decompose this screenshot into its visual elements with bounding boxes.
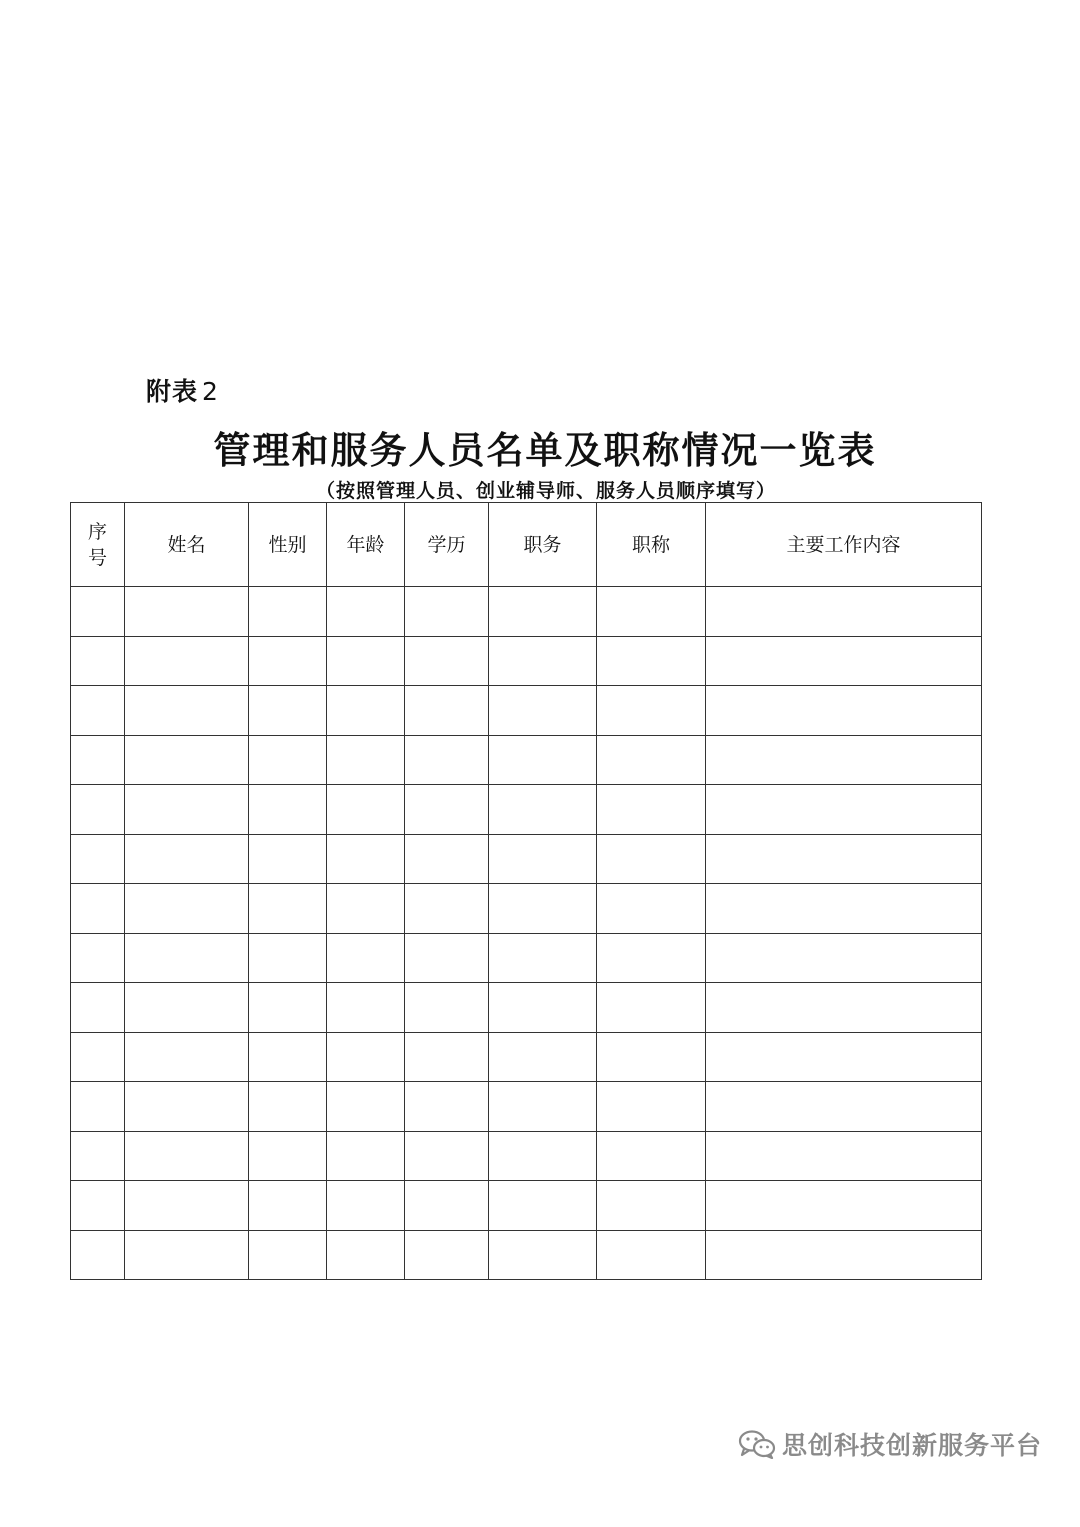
table-cell <box>597 686 706 736</box>
table-cell <box>71 1131 125 1181</box>
table-cell <box>249 983 327 1033</box>
table-row <box>71 884 982 934</box>
table-cell <box>71 735 125 785</box>
header-age: 年龄 <box>327 503 405 587</box>
table-row <box>71 636 982 686</box>
table-cell <box>249 884 327 934</box>
table-cell <box>405 884 489 934</box>
table-cell <box>71 933 125 983</box>
table-cell <box>597 785 706 835</box>
table-cell <box>249 587 327 637</box>
table-row <box>71 1230 982 1280</box>
table-cell <box>71 636 125 686</box>
header-title: 职称 <box>597 503 706 587</box>
table-cell <box>405 686 489 736</box>
table-cell <box>125 785 249 835</box>
table-cell <box>125 983 249 1033</box>
table-cell <box>706 1131 982 1181</box>
table-cell <box>249 735 327 785</box>
table-row <box>71 834 982 884</box>
table-cell <box>706 884 982 934</box>
table-cell <box>706 834 982 884</box>
table-cell <box>405 1230 489 1280</box>
table-cell <box>327 1131 405 1181</box>
table-cell <box>405 1032 489 1082</box>
appendix-label <box>146 372 219 408</box>
table-cell <box>597 884 706 934</box>
table-cell <box>405 1181 489 1231</box>
table-cell <box>327 1181 405 1231</box>
table-cell <box>489 1082 597 1132</box>
watermark-text: 思创科技创新服务平台 <box>781 1431 1042 1460</box>
staff-roster-table <box>70 502 982 1280</box>
table-cell <box>327 983 405 1033</box>
table-row <box>71 1032 982 1082</box>
table-row <box>71 1082 982 1132</box>
table-cell <box>249 636 327 686</box>
table-row <box>71 933 982 983</box>
header-gender: 性别 <box>249 503 327 587</box>
table-cell <box>249 834 327 884</box>
table-cell <box>327 587 405 637</box>
table-row <box>71 1181 982 1231</box>
table-row <box>71 735 982 785</box>
table-cell <box>327 735 405 785</box>
table-cell <box>489 1181 597 1231</box>
table-cell <box>249 785 327 835</box>
table-cell <box>71 884 125 934</box>
table-cell <box>71 686 125 736</box>
header-name: 姓名 <box>125 503 249 587</box>
table-cell <box>706 1230 982 1280</box>
table-cell <box>405 1082 489 1132</box>
table-cell <box>405 834 489 884</box>
table-cell <box>706 785 982 835</box>
table-cell <box>71 785 125 835</box>
table-cell <box>706 1032 982 1082</box>
table-cell <box>327 785 405 835</box>
header-seq <box>71 503 125 587</box>
table-cell <box>706 587 982 637</box>
table-header-row <box>71 503 982 587</box>
table-cell <box>489 884 597 934</box>
table-cell <box>125 933 249 983</box>
table-cell <box>706 735 982 785</box>
table-cell <box>71 983 125 1033</box>
table-cell <box>706 636 982 686</box>
table-cell <box>125 1230 249 1280</box>
table-cell <box>249 1131 327 1181</box>
table-cell <box>125 1082 249 1132</box>
table-cell <box>71 834 125 884</box>
table-cell <box>597 636 706 686</box>
table-cell <box>405 983 489 1033</box>
table-row <box>71 686 982 736</box>
table-cell <box>249 1032 327 1082</box>
table-cell <box>597 1181 706 1231</box>
table-cell <box>405 587 489 637</box>
table-cell <box>489 933 597 983</box>
table-cell <box>706 983 982 1033</box>
table-cell <box>489 1230 597 1280</box>
table-row <box>71 1131 982 1181</box>
watermark <box>738 1426 1042 1462</box>
table-cell <box>405 785 489 835</box>
table-cell <box>327 834 405 884</box>
document-title: 管理和服务人员名单及职称情况一览表 <box>213 429 877 472</box>
table-cell <box>125 686 249 736</box>
header-main-work: 主要工作内容 <box>706 503 982 587</box>
table-cell <box>125 735 249 785</box>
table-cell <box>405 735 489 785</box>
table-cell <box>327 1032 405 1082</box>
table-cell <box>489 735 597 785</box>
table-cell <box>125 587 249 637</box>
table-cell <box>597 735 706 785</box>
table-cell <box>597 834 706 884</box>
table-cell <box>489 1032 597 1082</box>
wechat-icon <box>738 1429 776 1459</box>
appendix-number: 2 <box>202 377 219 406</box>
table-cell <box>327 884 405 934</box>
table-cell <box>249 1181 327 1231</box>
table-cell <box>706 1082 982 1132</box>
table-cell <box>125 834 249 884</box>
table-cell <box>249 933 327 983</box>
table-cell <box>71 1230 125 1280</box>
table-cell <box>405 636 489 686</box>
table-cell <box>249 686 327 736</box>
table-cell <box>597 1230 706 1280</box>
table-cell <box>706 1181 982 1231</box>
table-cell <box>125 884 249 934</box>
header-position: 职务 <box>489 503 597 587</box>
table-cell <box>71 1082 125 1132</box>
table-cell <box>706 686 982 736</box>
table-cell <box>327 636 405 686</box>
table-cell <box>405 1131 489 1181</box>
table-cell <box>597 933 706 983</box>
header-seq-bottom: 号 <box>87 546 107 569</box>
table-cell <box>71 1032 125 1082</box>
table-cell <box>706 933 982 983</box>
table-cell <box>249 1082 327 1132</box>
table-cell <box>489 587 597 637</box>
header-education: 学历 <box>405 503 489 587</box>
table-cell <box>327 686 405 736</box>
appendix-label-text: 附表 <box>146 377 199 406</box>
table-cell <box>597 983 706 1033</box>
table-cell <box>405 933 489 983</box>
table-cell <box>489 785 597 835</box>
table-cell <box>71 1181 125 1231</box>
table-cell <box>597 1082 706 1132</box>
table-body <box>71 587 982 1280</box>
document-subtitle: （按照管理人员、创业辅导师、服务人员顺序填写） <box>315 480 776 502</box>
table-cell <box>489 983 597 1033</box>
table-row <box>71 785 982 835</box>
table-row <box>71 983 982 1033</box>
table-cell <box>125 636 249 686</box>
table-cell <box>71 587 125 637</box>
table-cell <box>249 1230 327 1280</box>
table-cell <box>125 1032 249 1082</box>
header-seq-top: 序 <box>87 520 107 543</box>
table-cell <box>327 933 405 983</box>
table-cell <box>597 1032 706 1082</box>
table-row <box>71 587 982 637</box>
table-cell <box>489 686 597 736</box>
table-cell <box>327 1230 405 1280</box>
table-cell <box>125 1131 249 1181</box>
table-cell <box>327 1082 405 1132</box>
table-cell <box>489 1131 597 1181</box>
table-cell <box>125 1181 249 1231</box>
table-cell <box>597 587 706 637</box>
table-cell <box>489 834 597 884</box>
table-cell <box>489 636 597 686</box>
table-cell <box>597 1131 706 1181</box>
